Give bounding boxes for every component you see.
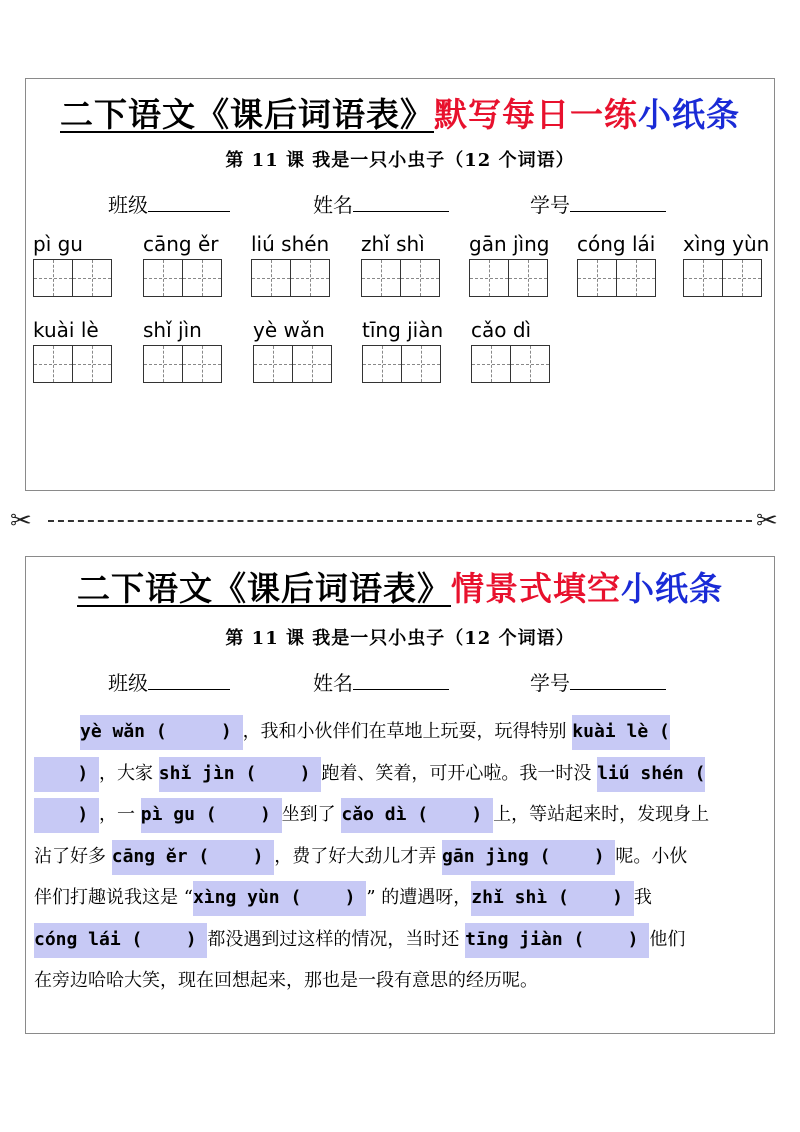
word-pinyin: kuài lè <box>33 318 99 342</box>
pinyin-blank[interactable]: yè wǎn ( ) <box>80 715 243 750</box>
id-blank[interactable] <box>570 669 666 690</box>
writing-grid[interactable] <box>251 259 329 297</box>
word-pinyin: cóng lái <box>577 232 656 256</box>
scissors-icon: ✂ <box>756 506 778 536</box>
tianzige-cell[interactable] <box>72 259 112 297</box>
name-field <box>313 191 449 218</box>
paragraph-text: 在旁边哈哈大笑，现在回想起来，那也是一段有意思的经历呢。 <box>34 970 538 991</box>
pinyin-blank[interactable]: cóng lái ( ) <box>34 923 207 958</box>
pinyin-blank[interactable]: cāng ěr ( ) <box>112 840 275 875</box>
name-blank[interactable] <box>353 669 449 690</box>
word-pinyin: cǎo dì <box>471 318 532 342</box>
tianzige-cell[interactable] <box>361 259 401 297</box>
word-pinyin: tīng jiàn <box>362 318 444 342</box>
paragraph-line <box>34 877 769 919</box>
story-paragraph <box>34 711 769 1002</box>
writing-grid[interactable] <box>683 259 761 297</box>
tianzige-cell[interactable] <box>251 259 291 297</box>
paragraph-text: 跑着、笑着，可开心啦。我一时没 <box>321 762 598 784</box>
writing-grid[interactable] <box>143 259 221 297</box>
word-pinyin: pì gu <box>33 232 83 256</box>
writing-grid[interactable] <box>469 259 547 297</box>
cut-line <box>48 520 752 522</box>
paragraph-line <box>34 711 769 753</box>
pinyin-blank[interactable]: pì gu ( ) <box>141 798 282 833</box>
scissors-icon: ✂ <box>10 506 32 536</box>
class-blank[interactable] <box>148 669 230 690</box>
title-red: 情景式填空 <box>451 569 621 608</box>
card-title <box>26 95 774 135</box>
pinyin-blank[interactable]: liú shén ( <box>597 757 705 792</box>
writing-grid[interactable] <box>33 259 111 297</box>
paragraph-line <box>34 919 769 961</box>
tianzige-cell[interactable] <box>683 259 723 297</box>
tianzige-cell[interactable] <box>143 259 183 297</box>
tianzige-cell[interactable] <box>362 345 402 383</box>
writing-grid[interactable] <box>361 259 439 297</box>
paragraph-line <box>34 794 769 836</box>
pinyin-blank[interactable]: zhǐ shì ( ) <box>471 881 634 916</box>
paragraph-text: ，一 <box>99 804 141 825</box>
lesson-title: 第 11 课 我是一只小虫子（12 个词语） <box>225 150 575 171</box>
title-blue: 小纸条 <box>638 95 740 134</box>
writing-grid[interactable] <box>577 259 655 297</box>
paragraph-text: 上，等站起来时，发现身上 <box>493 804 710 825</box>
paragraph-text: 他们 <box>649 928 686 950</box>
paragraph-line <box>34 753 769 795</box>
id-blank[interactable] <box>570 191 666 212</box>
word-pinyin: cāng ěr <box>143 232 219 256</box>
tianzige-cell[interactable] <box>400 259 440 297</box>
name-blank[interactable] <box>353 191 449 212</box>
writing-grid[interactable] <box>143 345 221 383</box>
card-title <box>26 569 774 609</box>
writing-grid[interactable] <box>33 345 111 383</box>
paragraph-text: 都没遇到过这样的情况，当时还 <box>207 928 466 950</box>
paragraph-text: ” 的遭遇呀， <box>366 887 472 908</box>
paragraph-text: 坐到了 <box>281 804 342 825</box>
tianzige-cell[interactable] <box>182 345 222 383</box>
tianzige-cell[interactable] <box>33 345 73 383</box>
tianzige-cell[interactable] <box>469 259 509 297</box>
lesson-title: 第 11 课 我是一只小虫子（12 个词语） <box>225 628 575 649</box>
tianzige-cell[interactable] <box>143 345 183 383</box>
title-red: 默写每日一练 <box>434 95 638 134</box>
word-pinyin: yè wǎn <box>253 318 325 342</box>
tianzige-cell[interactable] <box>510 345 550 383</box>
paragraph-text: ，费了好大劲儿才弄 <box>274 845 443 867</box>
name-label: 姓名 <box>313 671 353 695</box>
name-field <box>313 669 449 696</box>
pinyin-blank[interactable]: ) <box>34 757 99 792</box>
word-pinyin: shǐ jìn <box>143 318 202 342</box>
writing-grid[interactable] <box>471 345 549 383</box>
word-pinyin: liú shén <box>251 232 330 256</box>
class-label: 班级 <box>108 671 148 695</box>
tianzige-cell[interactable] <box>508 259 548 297</box>
class-blank[interactable] <box>148 191 230 212</box>
tianzige-cell[interactable] <box>253 345 293 383</box>
tianzige-cell[interactable] <box>577 259 617 297</box>
tianzige-cell[interactable] <box>722 259 762 297</box>
paragraph-text: 沾了好多 <box>34 845 112 867</box>
title-main: 二下语文《课后词语表》 <box>77 569 451 608</box>
paragraph-text: ，我和小伙伴们在草地上玩耍，玩得特别 <box>242 721 573 742</box>
name-label: 姓名 <box>313 193 353 217</box>
id-field <box>530 669 666 696</box>
writing-grid[interactable] <box>362 345 440 383</box>
tianzige-cell[interactable] <box>33 259 73 297</box>
class-label: 班级 <box>108 193 148 217</box>
id-field <box>530 191 666 218</box>
id-label: 学号 <box>530 193 570 217</box>
pinyin-blank[interactable]: ) <box>34 798 99 833</box>
pinyin-blank[interactable]: xìng yùn ( ) <box>193 881 366 916</box>
word-pinyin: xìng yùn <box>683 232 770 256</box>
paragraph-text: 伴们打趣说我这是 “ <box>34 887 193 908</box>
pinyin-blank[interactable]: cǎo dì ( ) <box>341 798 493 833</box>
pinyin-blank[interactable]: shǐ jìn ( ) <box>159 757 322 792</box>
paragraph-text: 我 <box>633 887 652 908</box>
title-main: 二下语文《课后词语表》 <box>60 95 434 134</box>
tianzige-cell[interactable] <box>290 259 330 297</box>
class-field <box>108 669 230 696</box>
pinyin-blank[interactable]: gān jìng ( ) <box>442 840 615 875</box>
pinyin-blank[interactable]: kuài lè ( <box>572 715 670 750</box>
word-pinyin: gān jìng <box>469 232 550 256</box>
paragraph-line <box>34 836 769 878</box>
tianzige-cell[interactable] <box>401 345 441 383</box>
tianzige-cell[interactable] <box>182 259 222 297</box>
pinyin-blank[interactable]: tīng jiàn ( ) <box>465 923 649 958</box>
paragraph-line <box>34 960 769 1002</box>
paragraph-text: 呢。小伙 <box>615 845 688 867</box>
title-blue: 小纸条 <box>621 569 723 608</box>
tianzige-cell[interactable] <box>292 345 332 383</box>
writing-grid[interactable] <box>253 345 331 383</box>
word-pinyin: zhǐ shì <box>361 232 425 256</box>
id-label: 学号 <box>530 671 570 695</box>
tianzige-cell[interactable] <box>72 345 112 383</box>
dictation-card <box>25 78 775 491</box>
paragraph-text: ，大家 <box>99 762 159 784</box>
class-field <box>108 191 230 218</box>
tianzige-cell[interactable] <box>471 345 511 383</box>
tianzige-cell[interactable] <box>616 259 656 297</box>
